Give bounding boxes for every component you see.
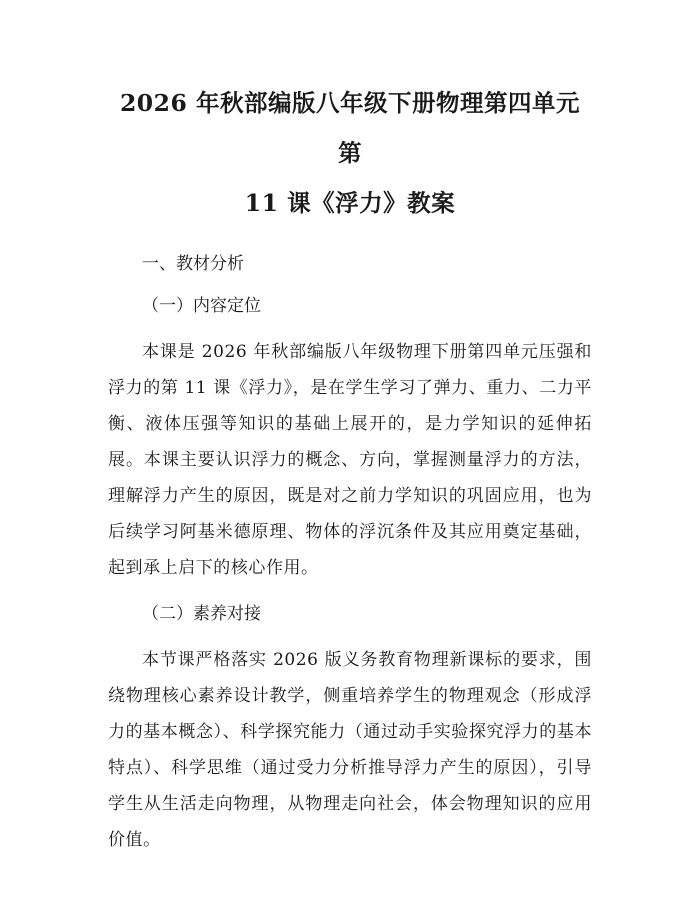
title-line-2: 11 课《浮力》教案 [244,189,456,217]
subsection-heading-literacy-alignment: （二）素养对接 [142,604,261,624]
paragraph-literacy-alignment: 本节课严格落实 2026 版义务教育物理新课标的要求，围绕物理核心素养设计教学，侧重培养学生的物理观念（形成浮力的基本概念）、科学探究能力（通过动手实验探究浮力的基本特点）、科学思维（通过受力分析推导浮力产生的原因），引导学生从生活走向物理，从物理走向社会，体会物理知识的应用价值。 [108,650,592,850]
paragraph-content-positioning: 本课是 2026 年秋部编版八年级物理下册第四单元压强和浮力的第 11 课《浮力》，是在学生学习了弹力、重力、二力平衡、液体压强等知识的基础上展开的，是力学知识的延伸拓展。本课主要认识浮力的概念、方向，掌握测量浮力的方法，理解浮力产生的原因，既是对之前力学知识的巩固应用，也为后续学习阿基米德原理、物体的浮沉条件及其应用奠定基础，起到承上启下的核心作用。 [108,342,592,578]
subsection-heading-content-positioning: （一）内容定位 [142,296,261,316]
section-heading-textbook-analysis: 一、教材分析 [142,254,244,274]
title-line-1: 2026 年秋部编版八年级下册物理第四单元第 [119,89,581,167]
document-title [108,78,592,228]
